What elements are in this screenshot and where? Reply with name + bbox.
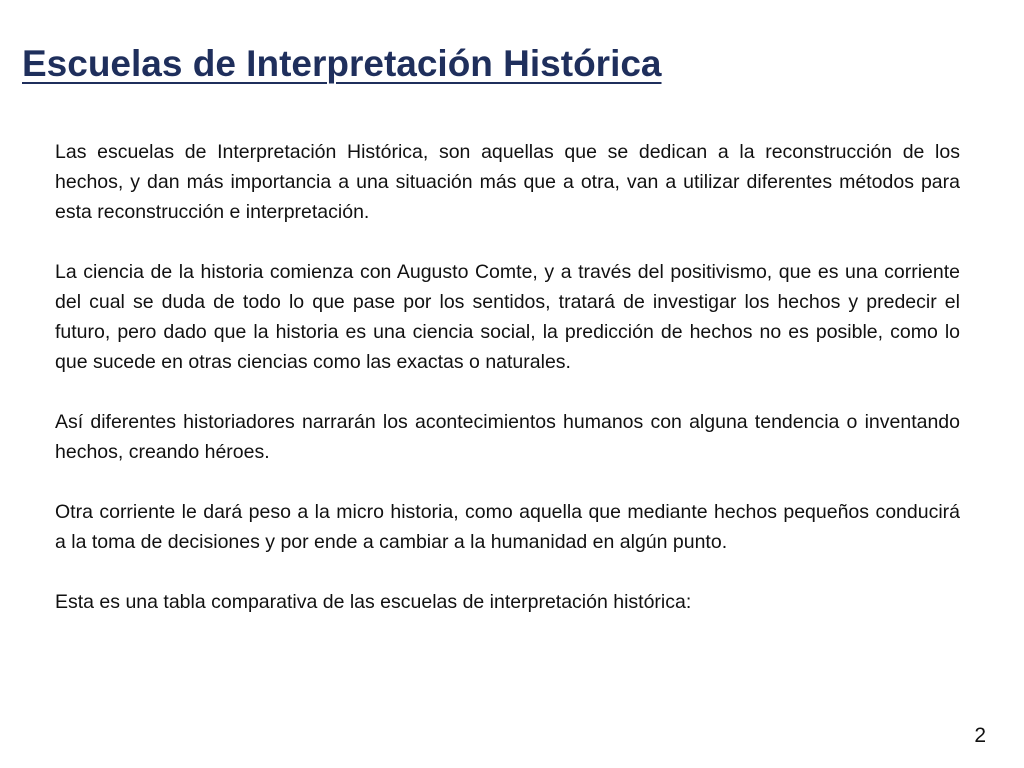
paragraph-table-intro: Esta es una tabla comparativa de las escuelas de interpretación histórica: xyxy=(55,591,692,613)
page-number: 2 xyxy=(974,724,986,747)
paragraph-positivism: La ciencia de la historia comienza con Augusto Comte, y a través del positivismo, que es una corriente del cual se duda de todo lo que pase por los sentidos, tratará de investigar los hechos y predecir el futuro, pero dado que la historia es una ciencia social, la predicción de hechos no es posible, como lo que sucede en otras ciencias como las exactas o naturales. xyxy=(55,261,960,373)
paragraph-microhistory: Otra corriente le dará peso a la micro historia, como aquella que mediante hechos pequeños conducirá a la toma de decisiones y por ende a cambiar a la humanidad en algún punto. xyxy=(55,501,960,553)
paragraph-historians: Así diferentes historiadores narrarán los acontecimientos humanos con alguna tendencia o inventando hechos, creando héroes. xyxy=(55,411,960,463)
paragraph-definition: Las escuelas de Interpretación Histórica, son aquellas que se dedican a la reconstrucción de los hechos, y dan más importancia a una situación más que a otra, van a utilizar diferentes métodos para esta reconstrucción e interpretación. xyxy=(55,141,960,223)
slide-title: Escuelas de Interpretación Histórica xyxy=(22,43,662,84)
slide-body xyxy=(55,137,960,647)
